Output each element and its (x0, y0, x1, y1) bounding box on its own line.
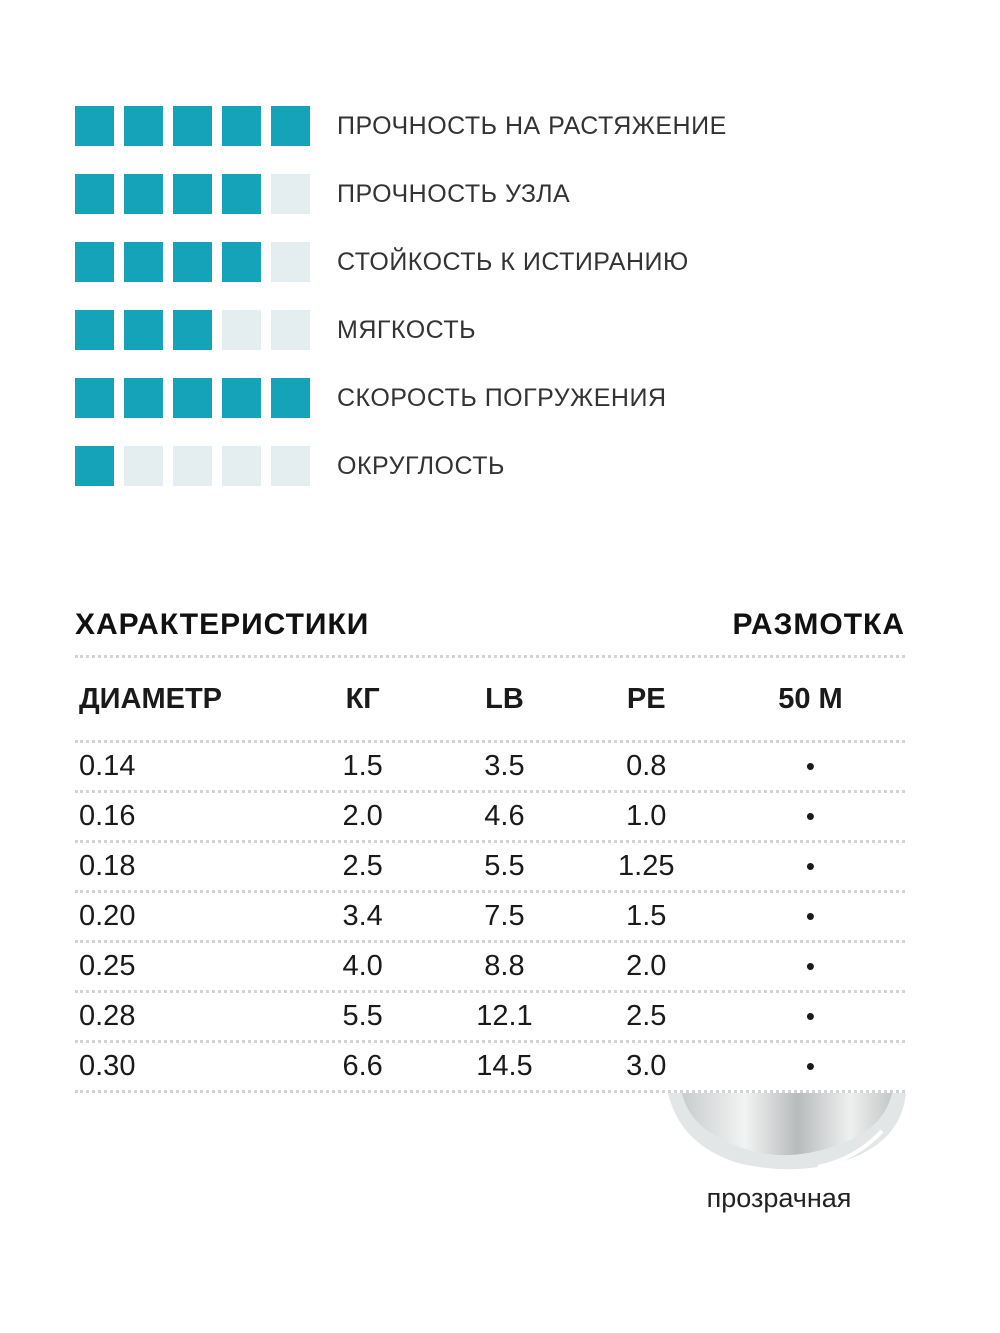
specs-table (75, 595, 905, 1093)
rating-label: ОКРУГЛОСТЬ (337, 451, 505, 480)
cell-diameter: 0.18 (79, 850, 136, 882)
table-row (75, 843, 905, 890)
rating-label: МЯГКОСТЬ (337, 315, 477, 344)
rating-scale (75, 310, 313, 350)
rating-row (75, 106, 935, 146)
cell-availability: • (805, 851, 816, 881)
rating-square-filled (75, 446, 114, 486)
rating-square-empty (222, 310, 261, 350)
cell-lb: 3.5 (484, 750, 525, 782)
rating-square-empty (173, 446, 212, 486)
table-row (75, 743, 905, 790)
table-row (75, 943, 905, 990)
cell-pe: 3.0 (626, 1050, 667, 1082)
rating-square-filled (222, 242, 261, 282)
cell-pe: 1.25 (618, 850, 675, 882)
cell-diameter: 0.16 (79, 800, 136, 832)
rating-scale (75, 174, 313, 214)
cell-pe: 2.5 (626, 1000, 667, 1032)
cell-diameter: 0.28 (79, 1000, 136, 1032)
column-header-kg: КГ (345, 682, 380, 715)
cell-kg: 2.0 (342, 800, 383, 832)
rating-row (75, 174, 935, 214)
rating-row (75, 310, 935, 350)
ratings-panel (75, 106, 935, 514)
cell-lb: 5.5 (484, 850, 525, 882)
table-row (75, 993, 905, 1040)
rating-row (75, 242, 935, 282)
rating-square-filled (75, 310, 114, 350)
rating-square-filled (124, 174, 163, 214)
cell-kg: 4.0 (342, 950, 383, 982)
table-row (75, 1043, 905, 1090)
spool-image (668, 1093, 906, 1171)
rating-square-empty (271, 446, 310, 486)
rating-square-filled (271, 106, 310, 146)
cell-availability: • (805, 951, 816, 981)
cell-availability: • (805, 751, 816, 781)
rating-square-filled (222, 378, 261, 418)
rating-square-filled (75, 106, 114, 146)
rating-row (75, 446, 935, 486)
column-header-diameter: ДИАМЕТР (79, 682, 223, 715)
cell-pe: 0.8 (626, 750, 667, 782)
cell-lb: 12.1 (476, 1000, 533, 1032)
rating-square-filled (222, 174, 261, 214)
rating-square-filled (75, 174, 114, 214)
cell-kg: 6.6 (342, 1050, 383, 1082)
rating-scale (75, 378, 313, 418)
rating-label: СКОРОСТЬ ПОГРУЖЕНИЯ (337, 383, 667, 412)
table-header (75, 595, 905, 655)
rating-square-empty (271, 310, 310, 350)
winding-title: РАЗМОТКА (732, 608, 905, 641)
rating-square-filled (271, 378, 310, 418)
cell-kg: 3.4 (342, 900, 383, 932)
rating-square-empty (271, 242, 310, 282)
rating-scale (75, 242, 313, 282)
column-header-pe: PE (626, 682, 666, 715)
rating-scale (75, 446, 313, 486)
column-header-length: 50 М (778, 682, 843, 715)
cell-pe: 1.5 (626, 900, 667, 932)
cell-kg: 5.5 (342, 1000, 383, 1032)
rating-square-filled (173, 242, 212, 282)
rating-square-empty (271, 174, 310, 214)
rating-square-filled (124, 242, 163, 282)
cell-availability: • (805, 901, 816, 931)
cell-pe: 1.0 (626, 800, 667, 832)
rating-square-filled (124, 106, 163, 146)
cell-diameter: 0.25 (79, 950, 136, 982)
rating-square-filled (124, 310, 163, 350)
table-title: ХАРАКТЕРИСТИКИ (75, 608, 370, 641)
rating-square-filled (124, 378, 163, 418)
rating-square-filled (173, 378, 212, 418)
cell-diameter: 0.30 (79, 1050, 136, 1082)
rating-label: ПРОЧНОСТЬ НА РАСТЯЖЕНИЕ (337, 111, 727, 140)
cell-kg: 1.5 (342, 750, 383, 782)
cell-availability: • (805, 1001, 816, 1031)
color-label: прозрачная (706, 1183, 852, 1213)
cell-diameter: 0.14 (79, 750, 136, 782)
cell-availability: • (805, 801, 816, 831)
cell-lb: 4.6 (484, 800, 525, 832)
rating-square-filled (173, 310, 212, 350)
rating-label: СТОЙКОСТЬ К ИСТИРАНИЮ (337, 247, 689, 276)
table-row (75, 893, 905, 940)
rating-square-empty (222, 446, 261, 486)
rating-square-filled (222, 106, 261, 146)
rating-square-filled (75, 242, 114, 282)
rating-square-empty (124, 446, 163, 486)
rating-square-filled (173, 106, 212, 146)
cell-pe: 2.0 (626, 950, 667, 982)
rating-row (75, 378, 935, 418)
column-headers (75, 658, 905, 740)
cell-kg: 2.5 (342, 850, 383, 882)
table-row (75, 793, 905, 840)
cell-lb: 8.8 (484, 950, 525, 982)
rating-label: ПРОЧНОСТЬ УЗЛА (337, 179, 571, 208)
rating-square-filled (173, 174, 212, 214)
cell-availability: • (805, 1051, 816, 1081)
rating-scale (75, 106, 313, 146)
cell-lb: 7.5 (484, 900, 525, 932)
cell-lb: 14.5 (476, 1050, 533, 1082)
rating-square-filled (75, 378, 114, 418)
column-header-lb: LB (485, 682, 524, 715)
cell-diameter: 0.20 (79, 900, 136, 932)
